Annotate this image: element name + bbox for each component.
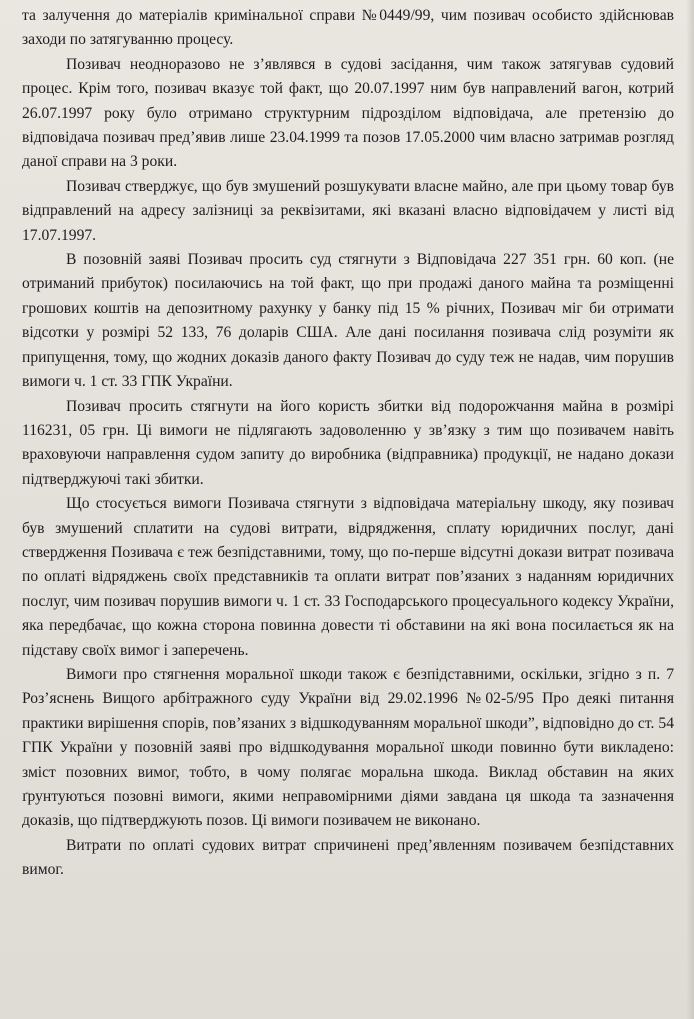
paragraph-4: В позовній заяві Позивач просить суд стягнути з Відповідача 227 351 грн. 60 коп. (не отриманий прибуток) посилаючись на той факт, що при продажі даного майна та розміщенні грошових коштів на депозитному рахунку у банку під 15 % річних, Позивач міг би отримати відсотки у розмірі 52 133, 76 доларів США. Але дані посилання позивача слід розуміти як припущення, тому, що жодних доказів даного факту Позивач до суду теж не надав, чим порушив вимоги ч. 1 ст. 33 ГПК України. [22,251,674,391]
document-page [22,4,674,1016]
paragraph-5: Позивач просить стягнути на його користь збитки від подорожчання майна в розмірі 116231, 05 грн. Ці вимоги не підлягають задоволенню у зв’язку з тим що позивачем навіть враховуючи направлення судом запиту до виробника (відправника) продукції, не надано докази підтверджуючі такі збитки. [22,397,674,488]
paragraph-7: Вимоги про стягнення моральної шкоди також є безпідставними, оскільки, згідно з п. 7 Роз’яснень Вищого арбітражного суду України від 29.02.1996 №02-5/95 Про деякі питання практики вирішення спорів, пов’язаних з відшкодуванням моральної шкоди”, відповідно до ст. 54 ГПК України у позовній заяві про відшкодування моральної шкоди повинно бути викладено: зміст позовних вимог, тобто, в чому полягає моральна шкода. Виклад обставин на яких ґрунтуються позовні вимоги, якими неправомірними діями завдана ця шкода та зазначення доказів, що підтверджують позов. Ці вимоги позивачем не виконано. [22,665,674,830]
paragraph-3: Позивач стверджує, що був змушений розшукувати власне майно, але при цьому товар був відправлений на адресу залізниці за реквізитами, які вказані власно відповідачем у листі від 17.07.1997. [22,177,674,244]
paragraph-6: Що стосується вимоги Позивача стягнути з відповідача матеріальну шкоду, яку позивач був змушений сплатити на судові витрати, відрядження, сплату юридичних послуг, дані ствердження Позивача є теж безпідставними, тому, що по-перше відсутні докази витрат позивача по оплаті відряджень своїх представників та оплати витрат пов’язаних з наданням юридичних послуг, чим позивач порушив вимоги ч. 1 ст. 33 Господарського процесуального кодексу України, яка передбачає, що кожна сторона повинна довести ті обставини на які вона посилається як на підставу своїх вимог і заперечень. [22,495,674,659]
paragraph-2: Позивач неодноразово не з’являвся в судові засідання, чим також затягував судовий процес. Крім того, позивач вказує той факт, що 20.07.1997 ним був направлений вагон, котрий 26.07.1997 року було отримано структурним підрозділом відповідача, але претензію до відповідача позивач пред’явив лише 23.04.1999 та позов 17.05.2000 чим власно затримав розгляд даної справи на 3 роки. [22,55,674,171]
paragraph-8: Витрати по оплаті судових витрат спричинені пред’явленням позивачем безпідставних вимог. [22,836,674,879]
page-edge-shadow [686,0,694,1019]
paragraph-1: та залучення до матеріалів кримінальної справи №0449/99, чим позивач особисто здійснював заходи по затягуванню процесу. [22,7,674,49]
